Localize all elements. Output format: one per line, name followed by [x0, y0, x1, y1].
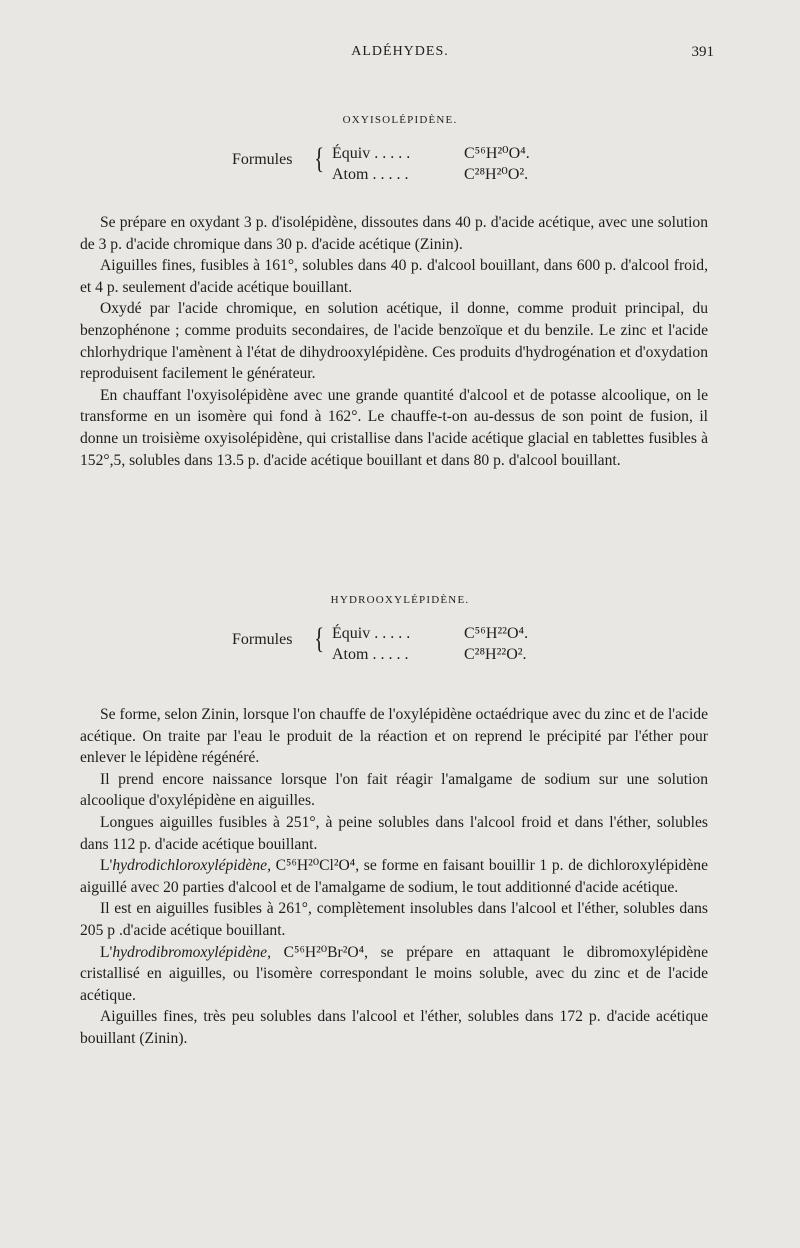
- section-title-hydrooxylepidene: HYDROOXYLÉPIDÈNE.: [330, 594, 470, 606]
- section-body-oxyisolepidene: [80, 212, 708, 471]
- formula-label: Formules: [232, 151, 293, 168]
- paragraph: Il prend encore naissance lorsque l'on fait réagir l'amalgame de sodium sur une solution alcoolique d'oxylépidène en aiguilles.: [80, 770, 708, 810]
- formula-label: Formules: [232, 631, 293, 648]
- formula-block-hydrooxylepidene: [232, 620, 552, 664]
- paragraph: Se prépare en oxydant 3 p. d'isolépidène, dissoutes dans 40 p. d'acide acétique, avec une solution de 3 p. d'acide chromique dans 30 p. d'acide acétique (Zinin).: [80, 214, 708, 253]
- formula-row-atom: Atom . . . . . C²⁸H²⁰O².: [332, 166, 529, 183]
- running-title: ALDÉHYDES.: [351, 44, 449, 59]
- paragraph: En chauffant l'oxyisolépidène avec une grande quantité d'alcool et de potasse alcoolique, on le transforme en un isomère qui fond à 162°. Le chauffe-t-on au-dessus de son point de fusion, il donne un troisième oxyisolépidène, qui cristallise dans l'acide acétique glacial en tablettes fusibles à 152°,5, solubles dans 13.5 p. d'acide acétique bouillant et dans 80 p. d'alcool bouillant.: [80, 386, 708, 469]
- section-title-oxyisolepidene: OXYISOLÉPIDÈNE.: [342, 114, 458, 126]
- formula-row-equiv: Équiv . . . . . C⁵⁶H²²O⁴.: [332, 625, 529, 642]
- section-body-hydrooxylepidene: [80, 704, 708, 1050]
- formula-row-atom: Atom . . . . . C²⁸H²²O².: [332, 646, 527, 663]
- paragraph: Aiguilles fines, fusibles à 161°, solubles dans 40 p. d'alcool bouillant, dans 600 p. d'alcool froid, et 4 p. seulement d'acide acétique bouillant.: [80, 257, 708, 296]
- brace-icon: {: [314, 142, 325, 175]
- paragraph-hydrodichloroxylepidene: L'hydrodichloroxylépidène, C⁵⁶H²⁰Cl²O⁴, se forme en faisant bouillir 1 p. de dichloroxylépidène aiguillé avec 20 parties d'alcool et de l'amalgame de sodium, le tout additionné d'acide acétique.: [80, 857, 708, 896]
- paragraph: Se forme, selon Zinin, lorsque l'on chauffe de l'oxylépidène octaédrique avec du zinc et de l'acide acétique. On traite par l'eau le produit de la réaction et on reprend le précipité par l'éther pour enlever le lépidène régénéré.: [80, 706, 708, 767]
- formula-row-equiv: Équiv . . . . . C⁵⁶H²⁰O⁴.: [332, 145, 530, 162]
- compound-name: hydrodichloroxylépidène,: [112, 857, 271, 875]
- paragraph-hydrodibromoxylepidene: L'hydrodibromoxylépidène, C⁵⁶H²⁰Br²O⁴, se prépare en attaquant le dibromoxylépidène cristallisé en aiguilles, ou l'isomère correspondant le moins soluble, avec du zinc et de l'acide acétique.: [80, 943, 708, 1004]
- paragraph: Longues aiguilles fusibles à 251°, à peine solubles dans l'alcool froid et dans l'éther, solubles dans 112 p. d'acide acétique bouillant.: [80, 813, 708, 853]
- paragraph: Il est en aiguilles fusibles à 261°, complètement insolubles dans l'alcool et l'éther, solubles dans 205 p .d'acide acétique bouillant.: [80, 900, 708, 939]
- paragraph: Aiguilles fines, très peu solubles dans l'alcool et l'éther, solubles dans 172 p. d'acide acétique bouillant (Zinin).: [80, 1008, 708, 1047]
- paragraph: Oxydé par l'acide chromique, en solution acétique, il donne, comme produit principal, du benzophénone ; comme produits secondaires, de l'acide benzoïque et du benzile. Le zinc et l'acide chlorhydrique l'amènent à l'état de dihydrooxylépidène. Ces produits d'hydrogénation et d'oxydation reproduisent facilement le générateur.: [80, 300, 708, 383]
- brace-icon: {: [314, 622, 325, 655]
- compound-name: hydrodibromoxylépidène,: [112, 943, 271, 961]
- formula-block-oxyisolepidene: [232, 140, 552, 184]
- page-number: 391: [691, 44, 714, 60]
